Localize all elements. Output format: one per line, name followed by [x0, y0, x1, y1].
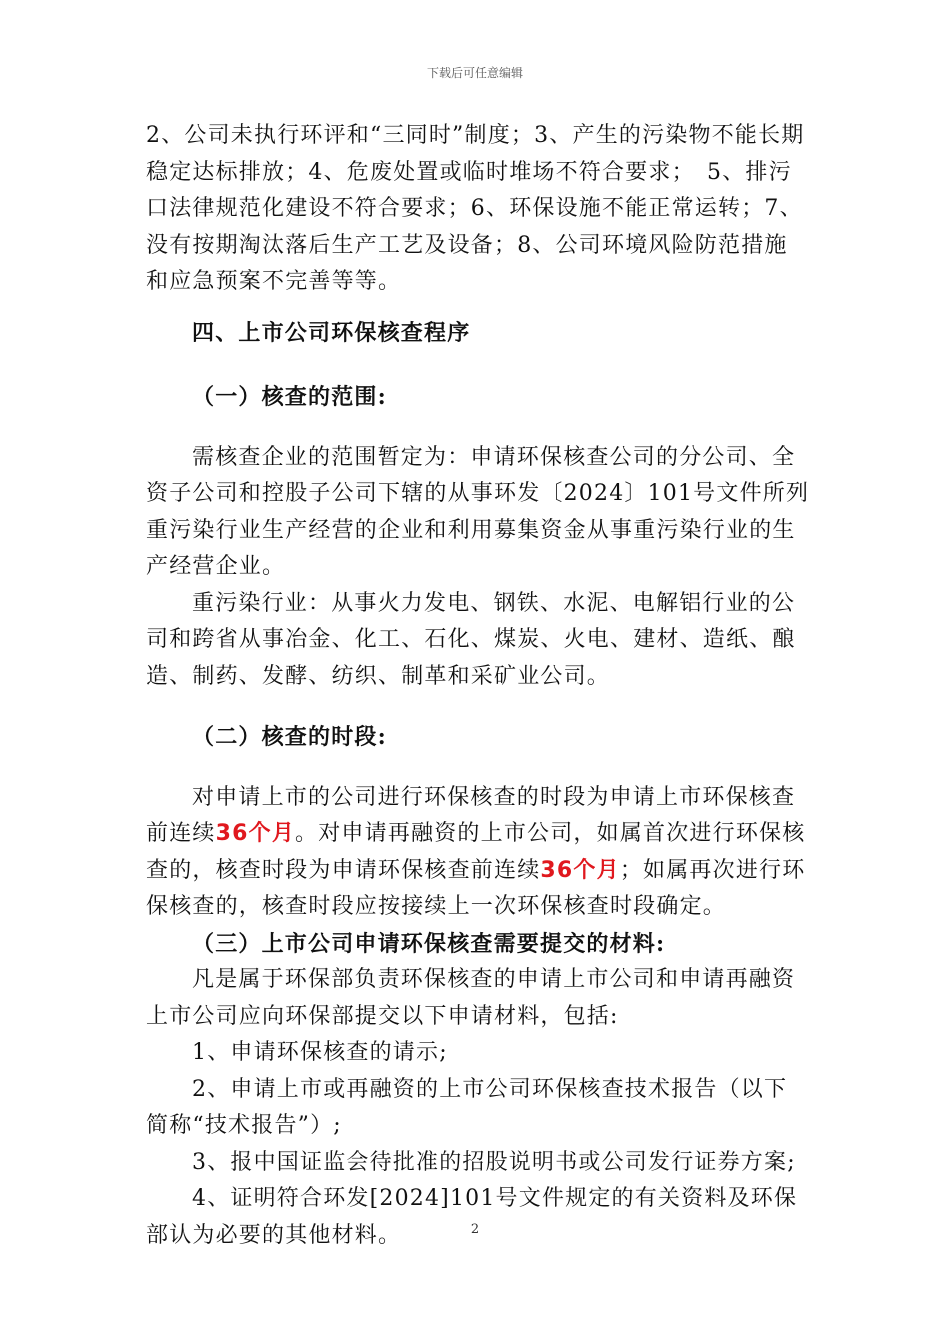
paragraph-materials: 凡是属于环保部负责环保核查的申请上市公司和申请再融资上市公司应向环保部提交以下申请材料，包括:: [146, 967, 796, 1029]
list-item-4: 4、证明符合环发[2024]101号文件规定的有关资料及环保部认为必要的其他材料。: [146, 1186, 798, 1248]
period-text-2: 。对申请再融资的上市公司，如属首次进行环保核查的，核查时段为申请环保核查前连续: [146, 821, 806, 883]
paragraph-violations: 2、公司未执行环评和“三同时”制度；3、产生的污染物不能长期稳定达标排放；4、危废处置或临时堆场不符合要求； 5、排污口法律规范化建设不符合要求；6、环保设施不能正常运转；7、没有按期淘汰落后生产工艺及设备；8、公司环境风险防范措施和应急预案不完善等等。: [146, 123, 805, 294]
highlight-36-months-1: 36个月: [215, 821, 296, 846]
list-item-2: 2、申请上市或再融资的上市公司环保核查技术报告（以下简称“技术报告”）;: [146, 1076, 788, 1138]
subheading-materials: （三）上市公司申请环保核查需要提交的材料:: [192, 930, 666, 957]
page-header: 下载后可任意编辑: [426, 66, 523, 80]
section-heading-4: 四、上市公司环保核查程序: [192, 319, 471, 346]
period-text-3: ；如属再次进行环保核查的，核查时段应按接续上一次环保核查时段确定。: [146, 857, 806, 919]
list-item-1: 1、申请环保核查的请示;: [192, 1040, 448, 1065]
document-body: [146, 118, 810, 1254]
subheading-scope: （一）核查的范围:: [192, 384, 387, 410]
page-number: 2: [470, 1222, 480, 1237]
period-text-1: 对申请上市的公司进行环保核查的时段为申请上市环保核查前连续: [146, 784, 796, 846]
paragraph-scope: 需核查企业的范围暂定为：申请环保核查公司的分公司、全资子公司和控股子公司下辖的从事环发〔2024〕101号文件所列重污染行业生产经营的企业和利用募集资金从事重污染行业的生产经营企业。: [146, 444, 810, 579]
subheading-period: （二）核查的时段:: [192, 724, 387, 750]
highlight-36-months-2: 36个月: [540, 857, 620, 883]
list-item-3: 3、报中国证监会待批准的招股说明书或公司发行证券方案;: [192, 1149, 796, 1175]
paragraph-period: [146, 780, 810, 926]
paragraph-heavy-pollution-industries: 重污染行业：从事火力发电、钢铁、水泥、电解铝行业的公司和跨省从事冶金、化工、石化、煤炭、火电、建材、造纸、酿造、制药、发酵、纺织、制革和采矿业公司。: [146, 590, 796, 689]
